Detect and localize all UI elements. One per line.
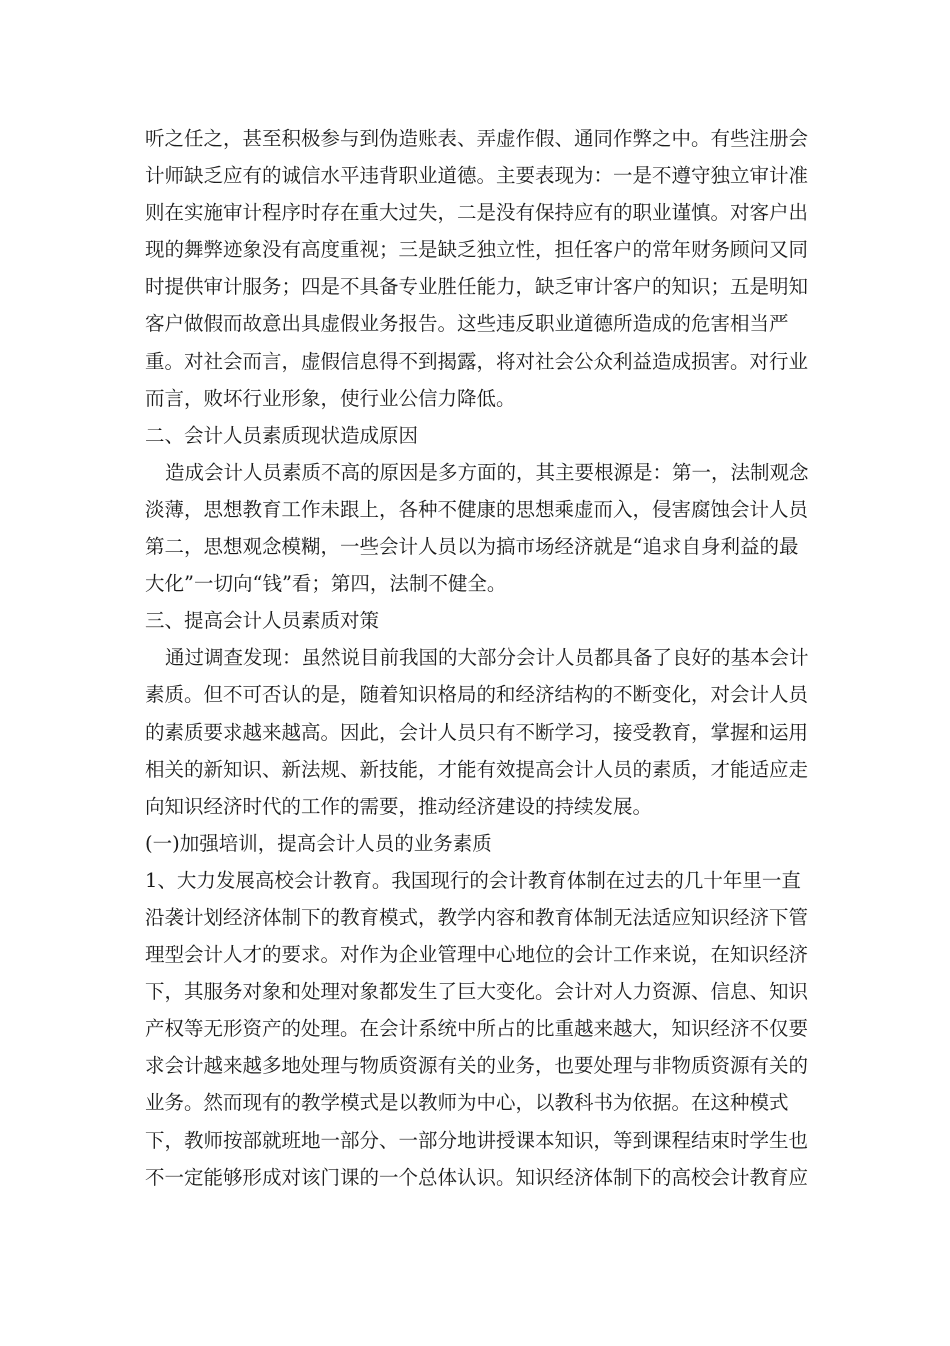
text-line: 计师缺乏应有的诚信水平违背职业道德。主要表现为：一是不遵守独立审计准 (145, 164, 809, 188)
text-line: 1、大力发展高校会计教育。我国现行的会计教育体制在过去的几十年里一直 (145, 868, 801, 892)
text-line: 向知识经济时代的工作的需要，推动经济建设的持续发展。 (145, 794, 653, 818)
text-line: 沿袭计划经济体制下的教育模式，教学内容和教育体制无法适应知识经济下管 (145, 905, 809, 929)
text-line: 理型会计人才的要求。对作为企业管理中心地位的会计工作来说，在知识经济 (145, 943, 809, 967)
subsection-heading: (一)加强培训，提高会计人员的业务素质 (145, 831, 492, 855)
section-heading: 三、提高会计人员素质对策 (145, 609, 380, 633)
text-line: 不一定能够形成对该门课的一个总体认识。知识经济体制下的高校会计教育应 (145, 1165, 809, 1189)
text-line: 大化”一切向“钱”看；第四，法制不健全。 (145, 572, 507, 596)
text-line: 现的舞弊迹象没有高度重视；三是缺乏独立性，担任客户的常年财务顾问又同 (145, 238, 809, 262)
text-line: 时提供审计服务；四是不具备专业胜任能力，缺乏审计客户的知识；五是明知 (145, 275, 809, 299)
text-line: 的素质要求越来越高。因此，会计人员只有不断学习，接受教育，掌握和运用 (145, 720, 809, 744)
text-line: 业务。然而现有的教学模式是以教师为中心，以教科书为依据。在这种模式 (145, 1091, 789, 1115)
text-line: 求会计越来越多地处理与物质资源有关的业务，也要处理与非物质资源有关的 (145, 1054, 809, 1078)
section-heading: 二、会计人员素质现状造成原因 (145, 423, 419, 447)
text-line: 相关的新知识、新法规、新技能，才能有效提高会计人员的素质，才能适应走 (145, 757, 809, 781)
text-line: 产权等无形资产的处理。在会计系统中所占的比重越来越大，知识经济不仅要 (145, 1017, 809, 1041)
text-line: 则在实施审计程序时存在重大过失，二是没有保持应有的职业谨慎。对客户出 (145, 201, 809, 225)
document-body (145, 120, 825, 1196)
text-line: 客户做假而故意出具虚假业务报告。这些违反职业道德所造成的危害相当严 (145, 312, 789, 336)
text-line: 重。对社会而言，虚假信息得不到揭露，将对社会公众利益造成损害。对行业 (145, 349, 809, 373)
text-line: 通过调查发现：虽然说目前我国的大部分会计人员都具备了良好的基本会计 (165, 646, 809, 670)
text-line: 而言，败坏行业形象，使行业公信力降低。 (145, 386, 516, 410)
text-line: 造成会计人员素质不高的原因是多方面的，其主要根源是：第一，法制观念 (165, 460, 809, 484)
text-line: 下，其服务对象和处理对象都发生了巨大变化。会计对人力资源、信息、知识 (145, 980, 809, 1004)
text-line: 听之任之，甚至积极参与到伪造账表、弄虚作假、通同作弊之中。有些注册会 (145, 127, 809, 150)
text-line: 淡薄，思想教育工作未跟上，各种不健康的思想乘虚而入，侵害腐蚀会计人员 (145, 497, 809, 521)
text-line: 素质。但不可否认的是，随着知识格局的和经济结构的不断变化，对会计人员 (145, 683, 809, 707)
text-line: 第二，思想观念模糊，一些会计人员以为搞市场经济就是“追求自身利益的最 (145, 535, 799, 559)
text-line: 下，教师按部就班地一部分、一部分地讲授课本知识，等到课程结束时学生也 (145, 1128, 809, 1152)
